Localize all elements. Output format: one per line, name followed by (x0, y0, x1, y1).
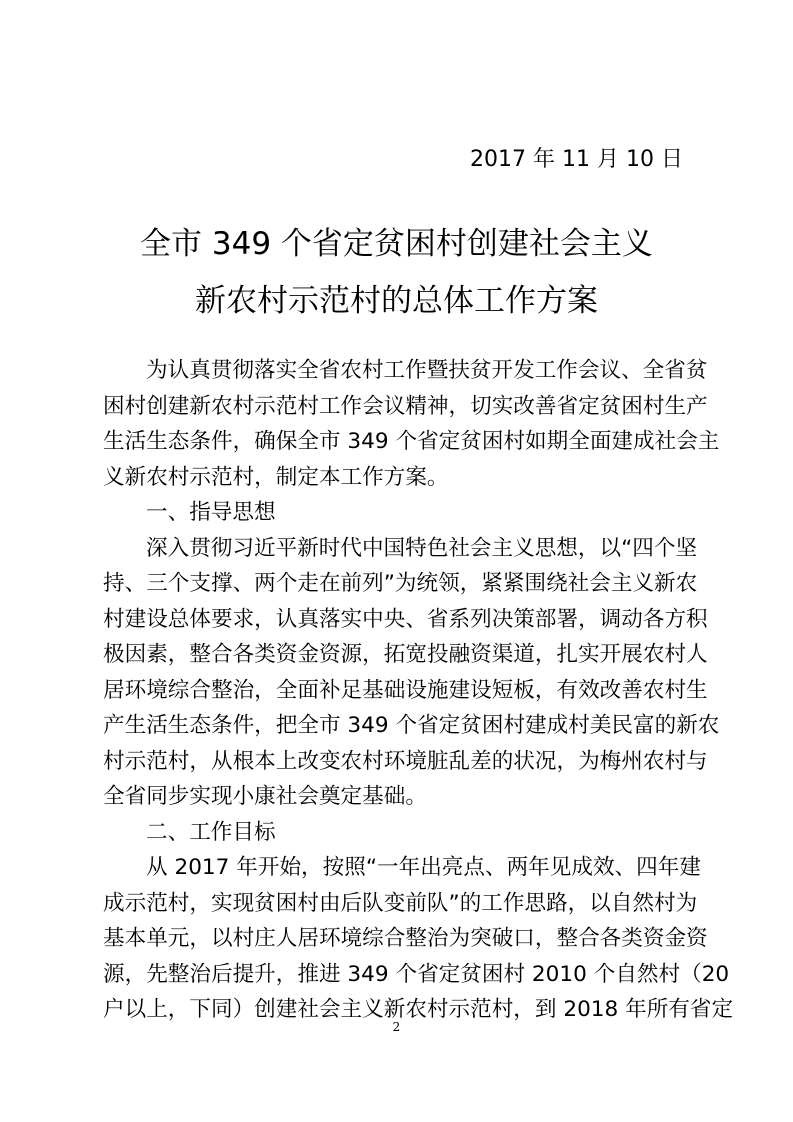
body-line: 为认真贯彻落实全省农村工作暨扶贫开发工作会议、全省贫 (146, 358, 708, 383)
body-line: 持、三个支撑、两个走在前列”为统领，紧紧围绕社会主义新农 (103, 571, 698, 596)
page-number: 2 (392, 1020, 401, 1034)
body-line: 义新农村示范村，制定本工作方案。 (103, 464, 449, 490)
document-title-line-2: 新农村示范村的总体工作方案 (195, 283, 598, 319)
body-line: 产生活生态条件，把全市 349 个省定贫困村建成村美民富的新农 (103, 713, 720, 738)
body-line: 基本单元，以村庄人居环境综合整治为突破口，整合各类资金资 (103, 926, 708, 951)
body-line: 困村创建新农村示范村工作会议精神，切实改善省定贫困村生产 (103, 393, 708, 419)
body-line: 生活生态条件，确保全市 349 个省定贫困村如期全面建成社会主 (103, 429, 720, 454)
body-line: 户以上，下同）创建社会主义新农村示范村，到 2018 年所有省定 (103, 997, 734, 1022)
body-line: 全省同步实现小康社会奠定基础。 (103, 784, 427, 809)
body-line: 成示范村，实现贫困村由后队变前队”的工作思路，以自然村为 (103, 890, 698, 916)
body-line: 源，先整治后提升，推进 349 个省定贫困村 2010 个自然村（20 (103, 961, 730, 987)
section-heading: 一、指导思想 (146, 500, 276, 525)
document-title-line-1: 全市 349 个省定贫困村创建社会主义 (140, 226, 653, 262)
body-line: 从 2017 年开始，按照“一年出亮点、两年见成效、四年建 (146, 855, 701, 880)
body-line: 深入贯彻习近平新时代中国特色社会主义思想，以“四个坚 (146, 535, 698, 561)
body-line: 村示范村，从根本上改变农村环境脏乱差的状况，为梅州农村与 (103, 748, 708, 774)
document-body (103, 353, 734, 1028)
body-line: 村建设总体要求，认真落实中央、省系列决策部署，调动各方积 (103, 606, 708, 632)
body-line: 极因素，整合各类资金资源，拓宽投融资渠道，扎实开展农村人 (103, 642, 708, 667)
document-date: 2017 年 11 月 10 日 (470, 147, 683, 172)
section-heading: 二、工作目标 (146, 819, 276, 845)
body-line: 居环境综合整治，全面补足基础设施建设短板，有效改善农村生 (103, 677, 708, 703)
